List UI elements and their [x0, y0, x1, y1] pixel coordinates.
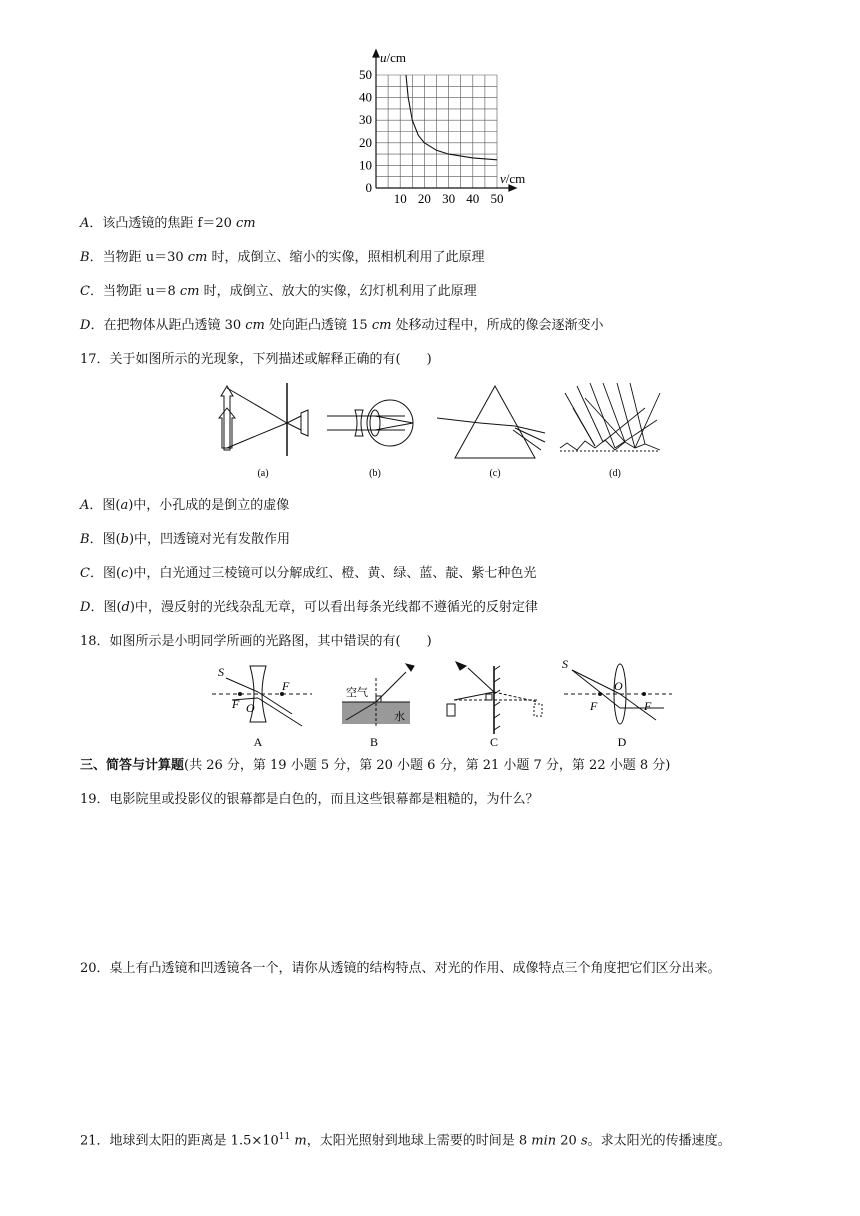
q17-stem: 17．关于如图所示的光现象，下列描述或解释正确的有( )	[80, 352, 432, 367]
fig-18a-s: S	[218, 665, 224, 679]
fig-18b-water: 水	[394, 711, 405, 723]
q21-text: 21．地球到太阳的距离是 $1.5\times 10^{11}$ m，太阳光照射到地球上需要的时间是 8 min 20 s。求太阳光的传播速度。	[80, 1132, 731, 1149]
fig-18d-f1: F	[590, 699, 598, 713]
graph-axes	[373, 50, 516, 191]
q16-option-d: D．在把物体从距凸透镜 30 cm 处向距凸透镜 15 cm 处移动过程中，所成的像会逐渐变小	[80, 318, 604, 333]
fig-d-diffuse	[560, 383, 660, 451]
fig-18a-o: O	[246, 701, 255, 715]
section-3-heading: 三、简答与计算题(共 26 分，第 19 小题 5 分，第 20 小题 6 分，第 21 小题 7 分，第 22 小题 8 分)	[80, 758, 671, 773]
fig-18a-caption: A	[253, 735, 263, 749]
fig-18c-caption: C	[489, 735, 499, 749]
fig-b-caption: (b)	[369, 468, 381, 479]
q18-stem: 18．如图所示是小明同学所画的光路图，其中错误的有( )	[80, 634, 432, 649]
q17-option-d: D．图(d)中，漫反射的光线杂乱无章，可以看出每条光线都不遵循光的反射定律	[80, 600, 538, 615]
uv-graph	[340, 48, 540, 213]
x-tick-label: 10	[393, 191, 407, 206]
x-tick-label: 20	[417, 191, 431, 206]
q17-option-b: B．图(b)中，凹透镜对光有发散作用	[80, 532, 291, 547]
q17-option-c: C．图(c)中，白光通过三棱镜可以分解成红、橙、黄、绿、蓝、靛、紫七种色光	[80, 566, 537, 581]
q16-option-c: C．当物距 u＝8 cm 时，成倒立、放大的实像，幻灯机利用了此原理	[80, 284, 477, 299]
fig-c-caption: (c)	[489, 468, 501, 479]
fig-18c-mirror	[447, 662, 542, 734]
y-tick-label: 50	[359, 67, 372, 82]
y-tick-label: 40	[359, 89, 372, 105]
y-tick-label: 30	[359, 112, 372, 128]
fig-18b-air: 空气	[346, 687, 368, 699]
fig-18d-caption: D	[617, 735, 627, 749]
fig-18b-caption: B	[369, 735, 379, 749]
graph-curve	[406, 75, 497, 160]
fig-18d-lens	[564, 664, 672, 724]
fig-18d-s: S	[562, 657, 568, 671]
q17-option-a: A．图(a)中，小孔成的是倒立的虚像	[80, 498, 290, 513]
q18-figures	[212, 656, 682, 752]
q17-figures	[205, 378, 675, 483]
fig-a-caption: (a)	[257, 468, 269, 479]
fig-18a-lens	[212, 666, 312, 726]
fig-d-caption: (d)	[609, 468, 621, 479]
fig-18d-o: O	[614, 679, 623, 693]
fig-b-eye	[327, 400, 413, 446]
fig-18a-f1: F	[232, 697, 240, 711]
y-axis-label: u/cm	[380, 50, 406, 65]
y-tick-label: 20	[359, 134, 372, 150]
fig-18a-f2: F	[282, 679, 290, 693]
fig-18d-f2: F	[644, 699, 652, 713]
q16-option-b: B．当物距 u＝30 cm 时，成倒立、缩小的实像，照相机利用了此原理	[80, 250, 485, 265]
x-tick-label: 40	[466, 191, 480, 206]
y-tick-label: 10	[359, 157, 372, 173]
x-axis-label: v/cm	[500, 171, 526, 186]
q19-text: 19．电影院里或投影仪的银幕都是白色的，而且这些银幕都是粗糙的，为什么？	[80, 792, 539, 807]
fig-a-pinhole	[219, 383, 308, 456]
q20-text: 20．桌上有凸透镜和凹透镜各一个，请你从透镜的结构特点、对光的作用、成像特点三个角度把它们区分出来。	[80, 961, 721, 976]
y-tick-label: 0	[365, 180, 372, 195]
q16-option-a: A．该凸透镜的焦距 f＝20 cm	[80, 216, 256, 231]
x-tick-label: 50	[490, 191, 504, 206]
x-tick-label: 30	[442, 191, 456, 206]
fig-c-prism	[437, 386, 545, 458]
